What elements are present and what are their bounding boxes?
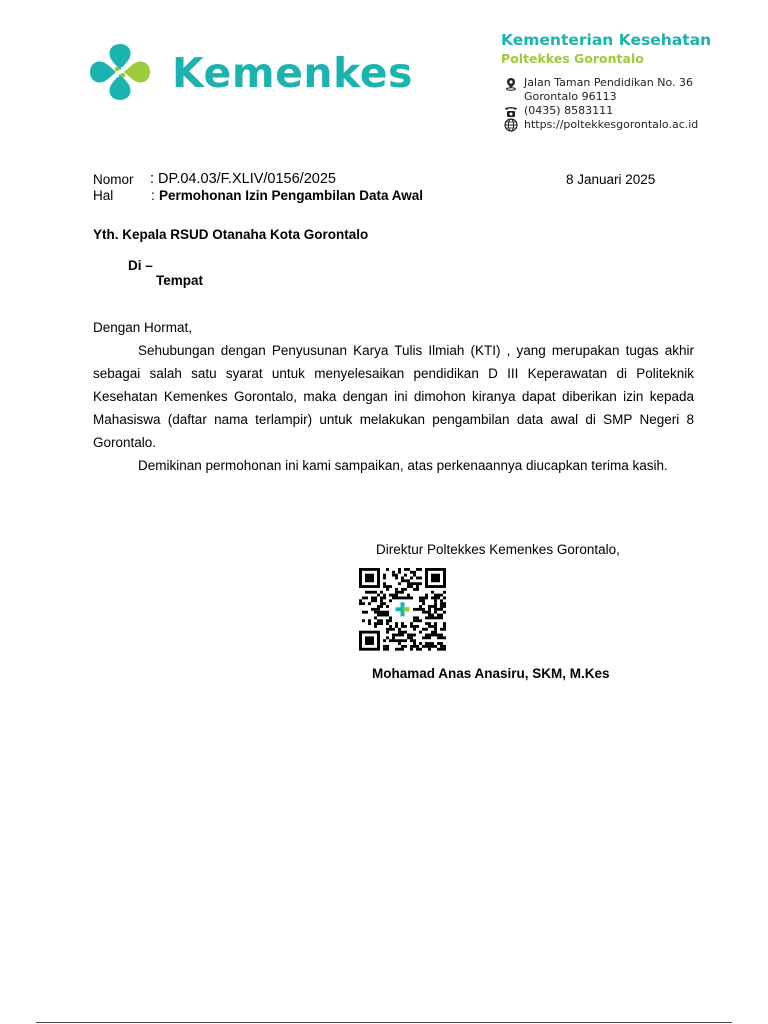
letter-date: 8 Januari 2025 (566, 172, 656, 187)
hal-label: Hal (93, 188, 114, 203)
address-line-1: Jalan Taman Pendidikan No. 36 (524, 76, 694, 89)
globe-icon (504, 118, 518, 132)
salutation: Dengan Hormat, (93, 320, 193, 335)
body-paragraph-2: Demikinan permohonan ini kami sampaikan, atas perkenaannya diucapkan terima kasih. (138, 458, 668, 473)
phone-icon (504, 104, 518, 118)
recipient-tempat: Tempat (156, 273, 204, 288)
subject-value: Permohonan Izin Pengambilan Data Awal (159, 188, 424, 203)
recipient-di: Di – (128, 258, 153, 273)
website-url[interactable]: https://poltekkesgorontalo.ac.id (524, 118, 699, 131)
hal-colon: : (151, 188, 155, 203)
signatory-title: Direktur Poltekkes Kemenkes Gorontalo, (376, 542, 620, 557)
nomor-value: : DP.04.03/F.XLIV/0156/2025 (150, 171, 336, 187)
logo-wordmark: Kemenkes (172, 49, 413, 97)
location-icon (504, 77, 518, 91)
nomor-label: Nomor (93, 172, 134, 187)
body-paragraph-1: Sehubungan dengan Penyusunan Karya Tulis Ilmiah (KTI) , yang merupakan tugas akhir sebagai salah satu syarat untuk menyelesaikan pendidikan D III Keperawatan di Politeknik Kesehatan Kemenkes Gorontalo, maka dengan ini dimohon kiranya dapat diberikan izin kepada Mahasiswa (daftar nama terlampir) untuk melakukan pengambilan data awal di SMP Negeri 8 Gorontalo. (93, 343, 694, 450)
qr-code-icon (359, 568, 449, 654)
address-line-2: Gorontalo 96113 (524, 90, 617, 103)
recipient-line: Yth. Kepala RSUD Otanaha Kota Gorontalo (93, 227, 369, 242)
phone-number: (0435) 8583111 (524, 104, 614, 117)
footer-divider (36, 1022, 732, 1023)
institution-name: Kementerian Kesehatan (501, 31, 712, 49)
kemenkes-logo-icon (86, 40, 154, 104)
signatory-name: Mohamad Anas Anasiru, SKM, M.Kes (372, 666, 610, 681)
institution-subname: Poltekkes Gorontalo (501, 51, 644, 66)
